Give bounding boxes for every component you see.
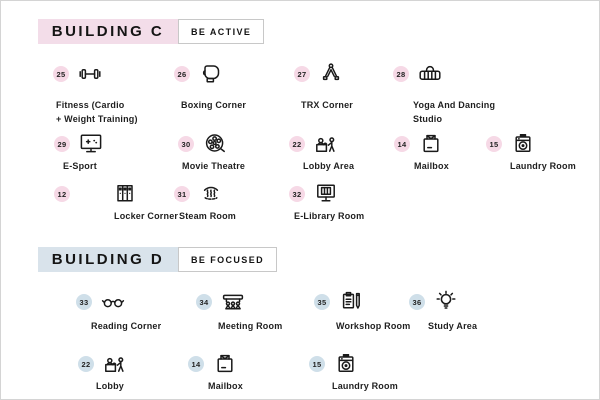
building-c-tagline: BE ACTIVE <box>178 19 264 44</box>
movie-reel-icon <box>202 131 228 157</box>
item-number-badge: 28 <box>393 66 409 82</box>
item-number-badge: 26 <box>174 66 190 82</box>
lobby-desk-icon <box>102 351 128 377</box>
building-d-header <box>38 247 277 272</box>
item-label: Laundry Room <box>332 381 398 391</box>
elibrary-monitor-icon <box>313 181 339 207</box>
duffel-bag-icon <box>417 61 443 87</box>
item-number-badge: 12 <box>54 186 70 202</box>
mailbox-icon <box>418 131 444 157</box>
item-label: Study Area <box>428 321 478 331</box>
item-label: Mailbox <box>208 381 243 391</box>
meeting-table-icon <box>220 289 246 315</box>
item-number-badge: 14 <box>188 356 204 372</box>
item-label: Meeting Room <box>218 321 283 331</box>
item-label: Movie Theatre <box>182 161 246 171</box>
item-number-badge: 25 <box>53 66 69 82</box>
building-c-title: BUILDING C <box>38 19 178 44</box>
item-number-badge: 15 <box>486 136 502 152</box>
item-label: Yoga And Dancing Studio <box>413 100 496 124</box>
item-label: Laundry Room <box>510 161 576 171</box>
esport-monitor-icon <box>78 131 104 157</box>
item-number-badge: 27 <box>294 66 310 82</box>
item-label: Fitness (Cardio + Weight Training) <box>56 100 138 124</box>
clipboard-pencil-icon <box>338 289 364 315</box>
item-label: Lobby Area <box>303 161 355 171</box>
item-label: Reading Corner <box>91 321 162 331</box>
item-number-badge: 30 <box>178 136 194 152</box>
item-label: TRX Corner <box>301 100 354 110</box>
locker-icon <box>112 181 138 207</box>
mailbox-icon <box>212 351 238 377</box>
item-number-badge: 35 <box>314 294 330 310</box>
item-number-badge: 15 <box>309 356 325 372</box>
steam-icon <box>198 181 224 207</box>
item-number-badge: 22 <box>78 356 94 372</box>
lobby-desk-icon <box>313 131 339 157</box>
item-label: Mailbox <box>414 161 449 171</box>
lightbulb-icon <box>433 289 459 315</box>
building-d-title: BUILDING D <box>38 247 178 272</box>
washing-machine-icon <box>333 351 359 377</box>
dumbbell-icon <box>77 61 103 87</box>
boxing-glove-icon <box>198 61 224 87</box>
item-label: Boxing Corner <box>181 100 247 110</box>
building-d-tagline: BE FOCUSED <box>178 247 277 272</box>
item-number-badge: 22 <box>289 136 305 152</box>
item-label: E-Sport <box>63 161 97 171</box>
glasses-icon <box>100 289 126 315</box>
item-number-badge: 31 <box>174 186 190 202</box>
item-number-badge: 34 <box>196 294 212 310</box>
item-number-badge: 33 <box>76 294 92 310</box>
item-label: Steam Room <box>179 211 237 221</box>
item-number-badge: 36 <box>409 294 425 310</box>
item-label: E-Library Room <box>294 211 365 221</box>
item-number-badge: 29 <box>54 136 70 152</box>
item-label: Locker Corner <box>114 211 179 221</box>
building-c-header <box>38 19 264 44</box>
item-label: Lobby <box>96 381 124 391</box>
item-number-badge: 32 <box>289 186 305 202</box>
item-label: Workshop Room <box>336 321 411 331</box>
trx-straps-icon <box>318 61 344 87</box>
item-number-badge: 14 <box>394 136 410 152</box>
washing-machine-icon <box>510 131 536 157</box>
